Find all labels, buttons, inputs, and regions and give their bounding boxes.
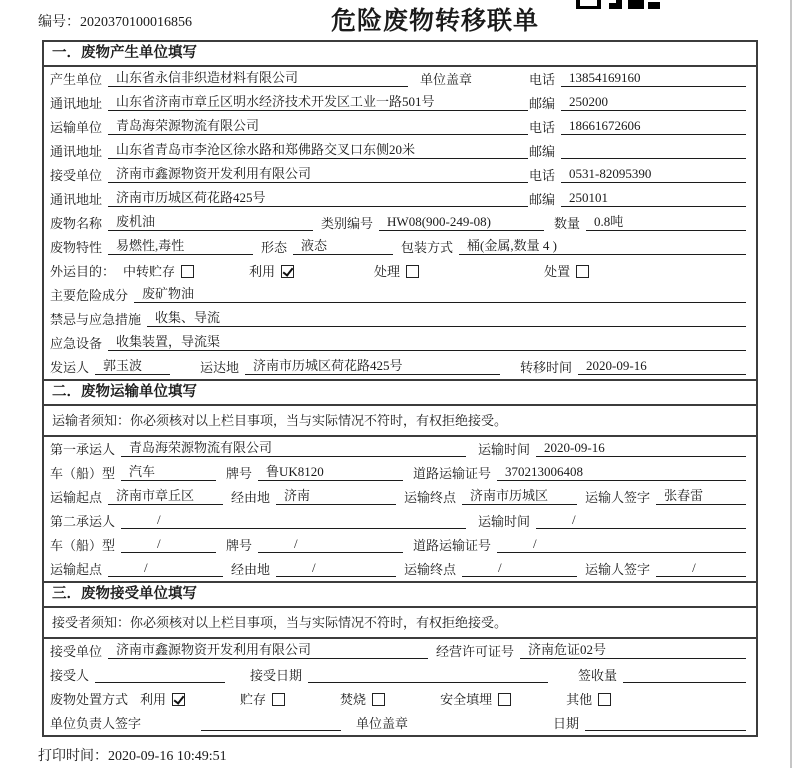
destination-value: 济南市历城区荷花路425号	[245, 358, 500, 375]
checkbox-treat-unchecked-icon	[406, 265, 419, 278]
receiver-address-row	[44, 187, 756, 211]
received-qty-value	[623, 667, 746, 683]
route-start-2-label: 运输起点	[50, 562, 103, 577]
responsible-sign-value	[201, 715, 341, 731]
transport-phone-label: 电话	[528, 120, 555, 135]
hazard-component-label: 主要危险成分	[50, 288, 129, 303]
transport-address-value: 山东省青岛市李沧区徐水路和郑佛路交叉口东侧20米	[108, 142, 528, 159]
print-time-value: 2020-09-16 10:49:51	[108, 749, 227, 764]
producer-address-label: 通讯地址	[50, 96, 103, 111]
first-carrier-value: 青岛海荣源物流有限公司	[121, 440, 466, 457]
disposal-option-other-label: 其他	[566, 692, 593, 707]
purpose-option-treat-label: 处理	[374, 264, 401, 279]
receive-person-value	[95, 667, 225, 683]
receiver-address-label: 通讯地址	[50, 192, 103, 207]
second-carrier-value: /	[121, 512, 466, 529]
print-time-line	[38, 745, 227, 765]
purpose-option-transfer-storage-label: 中转贮存	[123, 264, 176, 279]
waste-name-row	[44, 211, 756, 235]
taboo-measures-value: 收集、导流	[147, 310, 746, 327]
transfer-form-table	[42, 40, 758, 737]
route-1-row	[44, 485, 756, 509]
form-title: 危险废物转移联单	[330, 7, 539, 35]
receive-person-label: 接受人	[50, 668, 90, 683]
producer-unit-label: 产生单位	[50, 72, 103, 87]
disposal-option-landfill-label: 安全填埋	[440, 692, 493, 707]
receive-date-value	[308, 667, 548, 683]
waste-qty-label: 数量	[554, 216, 581, 231]
first-carrier-row	[44, 437, 756, 461]
vehicle-type-2-value: /	[121, 536, 216, 553]
checkbox-disposal-landfill-unchecked-icon	[498, 693, 511, 706]
producer-address-row	[44, 91, 756, 115]
producer-phone-label: 电话	[528, 72, 555, 87]
receive-unit-value: 济南市鑫源物资开发利用有限公司	[108, 642, 428, 659]
emergency-equipment-label: 应急设备	[50, 336, 103, 351]
dispatcher-value: 郭玉波	[95, 358, 170, 375]
transport-time-2-label: 运输时间	[478, 514, 531, 529]
disposal-option-incinerate-label: 焚烧	[340, 692, 367, 707]
plate-1-value: 鲁UK8120	[258, 464, 403, 481]
checkbox-dispose-unchecked-icon	[576, 265, 589, 278]
receive-unit-row	[44, 639, 756, 663]
producer-unit-value: 山东省永信非织造材料有限公司	[108, 70, 408, 87]
emergency-equipment-row	[44, 331, 756, 355]
sign-date-value	[585, 715, 746, 731]
vehicle-2-row	[44, 533, 756, 557]
hazard-component-value: 废矿物油	[134, 286, 746, 303]
waste-name-value: 废机油	[108, 214, 313, 231]
route-2-row	[44, 557, 756, 581]
receiver-zip-label: 邮编	[528, 192, 555, 207]
checkbox-utilize-checked-icon	[281, 265, 294, 278]
waste-pack-value: 桶(金属,数量 4 )	[459, 238, 746, 255]
checkbox-transfer-storage-unchecked-icon	[181, 265, 194, 278]
route-via-1-value: 济南	[276, 488, 396, 505]
taboo-measures-row	[44, 307, 756, 331]
producer-address-value: 山东省济南市章丘区明水经济技术开发区工业一路501号	[108, 94, 528, 111]
transport-time-1-value: 2020-09-16	[536, 440, 746, 457]
receiver-phone-label: 电话	[528, 168, 555, 183]
receive-date-label: 接受日期	[250, 668, 303, 683]
dispatcher-label: 发运人	[50, 360, 90, 375]
receiver-notice: 接受者须知：你必须核对以上栏目事项，当与实际情况不符时，有权拒绝接受。	[44, 608, 756, 639]
receiver-unit-label: 接受单位	[50, 168, 103, 183]
taboo-measures-label: 禁忌与应急措施	[50, 312, 142, 327]
transport-address-row	[44, 139, 756, 163]
received-qty-label: 签收量	[578, 668, 618, 683]
route-start-2-value: /	[108, 560, 223, 577]
vehicle-1-row	[44, 461, 756, 485]
checkbox-disposal-utilize-checked-icon	[172, 693, 185, 706]
road-permit-1-label: 道路运输证号	[413, 466, 492, 481]
waste-category-label: 类别编号	[321, 216, 374, 231]
disposal-method-label: 废物处置方式	[50, 692, 129, 707]
receiver-phone-value: 0531-82095390	[561, 166, 746, 183]
route-via-2-label: 经由地	[231, 562, 271, 577]
responsible-signature-row	[44, 711, 756, 735]
receive-unit-label: 接受单位	[50, 644, 103, 659]
first-carrier-label: 第一承运人	[50, 442, 116, 457]
waste-form-label: 形态	[261, 240, 288, 255]
vehicle-type-2-label: 车（船）型	[50, 538, 116, 553]
disposal-option-storage-label: 贮存	[240, 692, 267, 707]
receiver-zip-value: 250101	[561, 190, 746, 207]
print-time-label: 打印时间：	[38, 749, 108, 764]
license-label: 经营许可证号	[436, 644, 515, 659]
producer-unit-row	[44, 67, 756, 91]
section-1-heading: 一．废物产生单位填写	[44, 42, 756, 67]
transport-unit-label: 运输单位	[50, 120, 103, 135]
waste-category-value: HW08(900-249-08)	[379, 214, 544, 231]
producer-zip-value: 250200	[561, 94, 746, 111]
second-carrier-row	[44, 509, 756, 533]
sign-date-label: 日期	[553, 716, 580, 731]
qr-code-fragment-icon	[576, 0, 664, 9]
vehicle-type-1-value: 汽车	[121, 464, 216, 481]
purpose-row	[44, 259, 756, 283]
transport-time-2-value: /	[536, 512, 746, 529]
section-transporter	[44, 379, 756, 581]
checkbox-disposal-incinerate-unchecked-icon	[372, 693, 385, 706]
receiver-address-value: 济南市历城区荷花路425号	[108, 190, 528, 207]
plate-1-label: 牌号	[226, 466, 253, 481]
serial-number: 2020370100016856	[80, 15, 192, 30]
scan-page-edge	[790, 0, 792, 768]
purpose-option-utilize-label: 利用	[249, 264, 276, 279]
route-end-1-label: 运输终点	[404, 490, 457, 505]
dispatch-row	[44, 355, 756, 379]
waste-traits-row	[44, 235, 756, 259]
waste-qty-value: 0.8吨	[586, 214, 746, 231]
transport-unit-value: 青岛海荣源物流有限公司	[108, 118, 528, 135]
transport-zip-label: 邮编	[528, 144, 555, 159]
transport-unit-row	[44, 115, 756, 139]
transfer-time-value: 2020-09-16	[578, 358, 746, 375]
carrier-sign-2-value: /	[656, 560, 746, 577]
section-3-heading: 三．废物接受单位填写	[44, 583, 756, 608]
road-permit-2-label: 道路运输证号	[413, 538, 492, 553]
route-end-2-value: /	[462, 560, 577, 577]
section-producer	[44, 42, 756, 379]
transport-address-label: 通讯地址	[50, 144, 103, 159]
waste-traits-value: 易燃性,毒性	[108, 238, 253, 255]
responsible-sign-label: 单位负责人签字	[50, 716, 142, 731]
checkbox-disposal-storage-unchecked-icon	[272, 693, 285, 706]
second-carrier-label: 第二承运人	[50, 514, 116, 529]
route-end-1-value: 济南市历城区	[462, 488, 577, 505]
hazard-component-row	[44, 283, 756, 307]
transporter-notice: 运输者须知：你必须核对以上栏目事项，当与实际情况不符时，有权拒绝接受。	[44, 406, 756, 437]
road-permit-1-value: 370213006408	[497, 464, 746, 481]
carrier-sign-1-value: 张春雷	[656, 488, 746, 505]
transport-time-1-label: 运输时间	[478, 442, 531, 457]
waste-pack-label: 包装方式	[401, 240, 454, 255]
waste-form-value: 液态	[293, 238, 393, 255]
plate-2-label: 牌号	[226, 538, 253, 553]
producer-seal-label: 单位盖章	[420, 72, 473, 87]
carrier-sign-1-label: 运输人签字	[585, 490, 651, 505]
receive-person-row	[44, 663, 756, 687]
plate-2-value: /	[258, 536, 403, 553]
route-end-2-label: 运输终点	[404, 562, 457, 577]
waste-traits-label: 废物特性	[50, 240, 103, 255]
route-start-1-value: 济南市章丘区	[108, 488, 223, 505]
route-start-1-label: 运输起点	[50, 490, 103, 505]
emergency-equipment-value: 收集装置，导流渠	[108, 334, 746, 351]
route-via-1-label: 经由地	[231, 490, 271, 505]
destination-label: 运达地	[200, 360, 240, 375]
producer-phone-value: 13854169160	[561, 70, 746, 87]
transport-phone-value: 18661672606	[561, 118, 746, 135]
producer-zip-label: 邮编	[528, 96, 555, 111]
serial-label: 编号：	[38, 15, 80, 30]
carrier-sign-2-label: 运输人签字	[585, 562, 651, 577]
section-receiver	[44, 581, 756, 735]
disposal-method-row	[44, 687, 756, 711]
disposal-option-utilize-label: 利用	[140, 692, 167, 707]
transfer-time-label: 转移时间	[520, 360, 573, 375]
receiver-unit-row	[44, 163, 756, 187]
purpose-option-dispose-label: 处置	[544, 264, 571, 279]
purpose-label: 外运目的：	[50, 264, 116, 279]
checkbox-disposal-other-unchecked-icon	[598, 693, 611, 706]
road-permit-2-value: /	[497, 536, 746, 553]
vehicle-type-1-label: 车（船）型	[50, 466, 116, 481]
receiver-unit-value: 济南市鑫源物资开发利用有限公司	[108, 166, 528, 183]
transport-zip-value	[561, 143, 746, 159]
license-value: 济南危证02号	[520, 642, 746, 659]
route-via-2-value: /	[276, 560, 396, 577]
waste-name-label: 废物名称	[50, 216, 103, 231]
receiver-seal-label: 单位盖章	[356, 716, 409, 731]
section-2-heading: 二．废物运输单位填写	[44, 381, 756, 406]
